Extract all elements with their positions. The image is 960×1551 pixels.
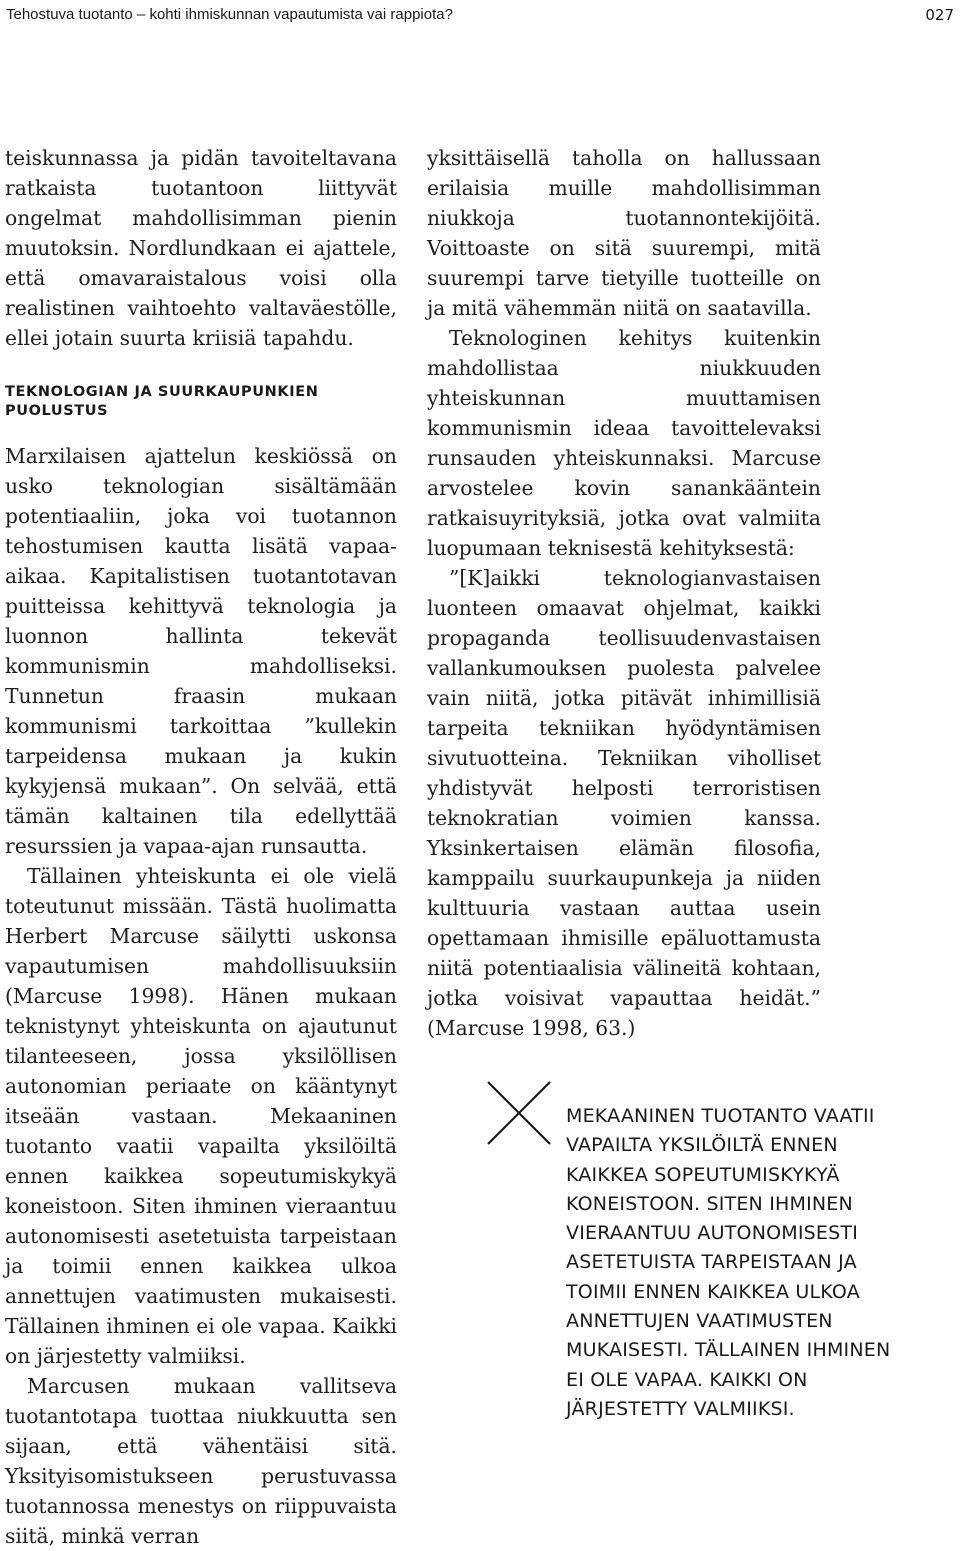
page-number: 027 [925, 6, 954, 24]
right-column [427, 143, 821, 1043]
body-paragraph: Teknologinen kehitys kuitenkin mahdollistaa niukkuuden yhteiskunnan muuttamisen kommunismin ideaa tavoittelevaksi runsauden yhteiskunnaksi. Marcuse arvostelee kovin sanankääntein ratkaisuyrityksiä, jotka ovat valmiita luopumaan teknisestä kehityksestä: [427, 326, 821, 560]
pull-quote: MEKAANINEN TUOTANTO VAATII VAPAILTA YKSILÖILTÄ ENNEN KAIKKEA SOPEUTUMISKYKYÄ KONEISTOON. SITEN IHMINEN VIERAANTUU AUTONOMISESTI ASETETUISTA TARPEISTAAN JA TOIMII ENNEN KAIKKEA ULKOA ANNETTUJEN VAATIMUSTEN MUKAISESTI. TÄLLAINEN IHMINEN EI OLE VAPAA. KAIKKI ON JÄRJESTETTY VALMIIKSI. [566, 1105, 891, 1420]
running-header [6, 6, 954, 28]
body-paragraph: Marcusen mukaan vallitseva tuotantotapa tuottaa niukkuutta sen sijaan, että vähentäisi sitä. Yksityisomistukseen perustuvassa tuotannossa menestys on riippuvaista siitä, minkä verran [5, 1374, 397, 1548]
running-title: Tehostuva tuotanto – kohti ihmiskunnan vapautumista vai rappiota? [6, 6, 453, 23]
body-paragraph: Marxilaisen ajattelun keskiössä on usko teknologian sisältämään potentiaaliin, joka voi tuotannon tehostumisen kautta lisätä vapaa-aikaa. Kapitalistisen tuotantotavan puitteissa kehittyvä teknologia ja luonnon hallinta tekevät kommunismin mahdolliseksi. Tunnetun fraasin mukaan kommunismi tarkoittaa ”kullekin tarpeidensa mukaan ja kukin kykyjensä mukaan”. On selvää, että tämän kaltainen tila edellyttää resurssien ja vapaa-ajan runsautta. [5, 444, 397, 858]
body-paragraph: teiskunnassa ja pidän tavoiteltavana ratkaista tuotantoon liittyvät ongelmat mahdollisimman pienin muutoksin. Nordlundkaan ei ajattele, että omavaraistalous voisi olla realistinen vaihtoehto valtaväestölle, ellei jotain suurta kriisiä tapahdu. [5, 146, 397, 350]
section-heading: TEKNOLOGIAN JA SUURKAUPUNKIEN PUOLUSTUS [5, 384, 319, 419]
block-quote: ”[K]aikki teknologianvastaisen luonteen omaavat ohjelmat, kaikki propaganda teollisuudenvastaisen vallankumouksen puolesta palvelee vain niitä, jotka pitävät inhimillisiä tarpeita tekniikan hyödyntämisen sivutuotteina. Tekniikan viholliset yhdistyvät helposti terroristisen teknokratian voimien kanssa. Yksinkertaisen elämän filosofia, kamppailu suurkaupunkeja ja niiden kulttuuria vastaan auttaa usein opettamaan ihmisille epäluottamusta niitä potentiaalisia välineitä kohtaan, jotka voisivat vapauttaa heidät.” (Marcuse 1998, 63.) [427, 566, 821, 1040]
left-column [5, 143, 397, 1551]
x-mark-icon [484, 1078, 554, 1148]
body-paragraph: Tällainen yhteiskunta ei ole vielä toteutunut missään. Tästä huolimatta Herbert Marcuse säilytti uskonsa vapautumisen mahdollisuuksiin (Marcuse 1998). Hänen mukaan teknistynyt yhteiskunta on ajautunut tilanteeseen, jossa yksilöllisen autonomian periaate on kääntynyt itseään vastaan. Mekaaninen tuotanto vaatii vapailta yksilöiltä ennen kaikkea sopeutumiskykyä koneistoon. Siten ihminen vieraantuu autonomisesti asetetuista tarpeistaan ja toimii ennen kaikkea ulkoa annettujen vaatimusten mukaisesti. Tällainen ihminen ei ole vapaa. Kaikki on järjestetty valmiiksi. [5, 864, 397, 1368]
body-paragraph: yksittäisellä taholla on hallussaan erilaisia muille mahdollisimman niukkoja tuotannontekijöitä. Voittoaste on sitä suurempi, mitä suurempi tarve tietyille tuotteille on ja mitä vähemmän niitä on saatavilla. [427, 146, 821, 320]
